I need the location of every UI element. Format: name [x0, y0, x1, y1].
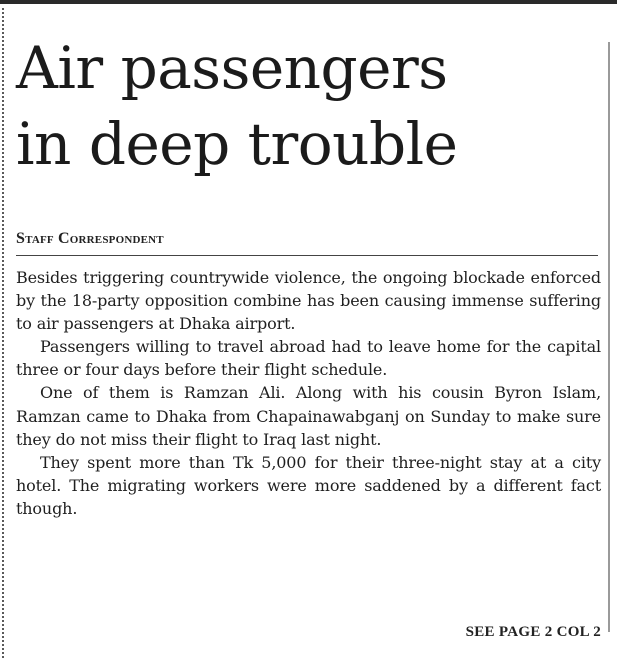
column-divider [608, 42, 610, 632]
byline-rule [16, 255, 598, 256]
headline-line-2: in deep trouble [16, 110, 458, 178]
article-body [16, 266, 601, 520]
continuation-note: SEE PAGE 2 COL 2 [465, 624, 601, 640]
paragraph: Passengers willing to travel abroad had to leave home for the capital three or four days before their flight schedule. [16, 337, 601, 380]
paragraph: One of them is Ramzan Ali. Along with his cousin Byron Islam, Ramzan came to Dhaka from Chapainawabganj on Sunday to make sure they do not miss their flight to Iraq last night. [16, 383, 601, 449]
headline [16, 30, 606, 182]
left-column-border [2, 8, 4, 658]
byline: Staff Correspondent [16, 230, 164, 247]
top-rule [0, 0, 617, 4]
headline-line-1: Air passengers [16, 34, 448, 102]
paragraph: Besides triggering countrywide violence, the ongoing blockade enforced by the 18-party opposition combine has been causing immense suffering to air passengers at Dhaka airport. [16, 268, 601, 334]
paragraph: They spent more than Tk 5,000 for their three-night stay at a city hotel. The migrating workers were more saddened by a different fact though. [16, 452, 601, 518]
